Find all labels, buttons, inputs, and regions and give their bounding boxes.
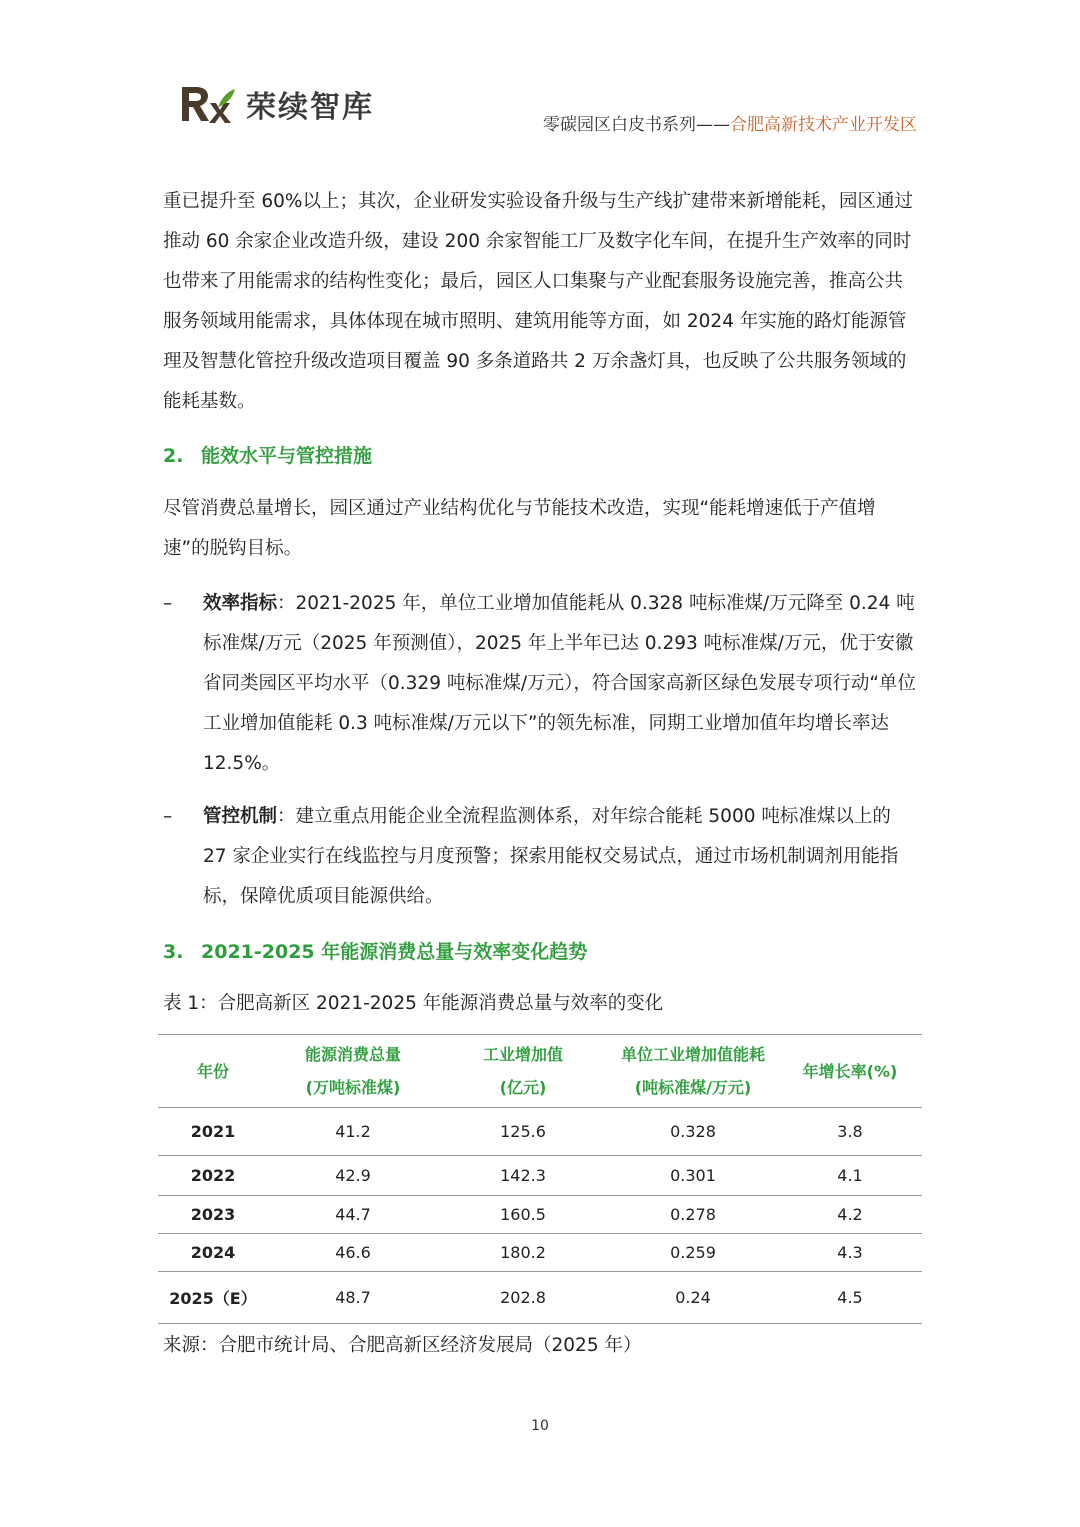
header-energy-line1: 能源消费总量 xyxy=(304,1045,401,1064)
cell-iva: 125.6 xyxy=(438,1108,608,1156)
cell-iva: 202.8 xyxy=(438,1272,608,1324)
series-prefix: 零碳园区白皮书系列—— xyxy=(543,115,730,135)
energy-table xyxy=(158,1034,922,1324)
cell-unit: 0.259 xyxy=(608,1234,778,1272)
cell-growth: 4.1 xyxy=(778,1156,922,1196)
section-3-title: 2021-2025 年能源消费总量与效率变化趋势 xyxy=(201,941,588,963)
cell-year: 2024 xyxy=(158,1234,268,1272)
section-2-heading xyxy=(163,441,372,468)
section-2-intro xyxy=(163,489,919,569)
bullet-control xyxy=(163,797,919,917)
header-energy-line2: (万吨标准煤) xyxy=(305,1078,401,1097)
cell-unit: 0.301 xyxy=(608,1156,778,1196)
cell-iva: 180.2 xyxy=(438,1234,608,1272)
table-row xyxy=(158,1156,922,1196)
cell-growth: 4.2 xyxy=(778,1196,922,1234)
bullet-dash: – xyxy=(163,806,173,827)
header-growth: 年增长率(%) xyxy=(778,1035,922,1108)
table-source: 来源：合肥市统计局、合肥高新区经济发展局（2025 年） xyxy=(163,1335,642,1356)
bullet-dash: – xyxy=(163,593,173,614)
bullet-control-text xyxy=(203,797,919,917)
table-header-row xyxy=(158,1035,922,1108)
cell-energy: 42.9 xyxy=(268,1156,438,1196)
brand-logo xyxy=(178,80,374,128)
intro-paragraph xyxy=(163,182,919,422)
cell-growth: 4.5 xyxy=(778,1272,922,1324)
cell-unit: 0.278 xyxy=(608,1196,778,1234)
table-row xyxy=(158,1234,922,1272)
section-3-heading xyxy=(163,937,587,964)
brand-name: 荣续智库 xyxy=(246,90,374,125)
section-2-number: 2. xyxy=(163,445,184,467)
rx-logo-icon xyxy=(178,83,236,125)
bullet-efficiency-body: ：2021-2025 年，单位工业增加值能耗从 0.328 吨标准煤/万元降至 0.24 吨标准煤/万元（2025 年预测值），2025 年上半年已达 0.293 吨标准煤/万元，优于安徽省同类园区平均水平（0.329 吨标准煤/万元），符合国家高新区绿色发展专项行动“单位工业增加值能耗 0.3 吨标准煤/万元以下”的领先标准，同期工业增加值年均增长率达 12.5%。 xyxy=(203,593,916,774)
header-iva xyxy=(438,1035,608,1108)
table-row xyxy=(158,1108,922,1156)
series-highlight: 合肥高新技术产业开发区 xyxy=(730,115,917,135)
cell-unit: 0.24 xyxy=(608,1272,778,1324)
header-energy xyxy=(268,1035,438,1108)
section-2-intro-text: 尽管消费总量增长，园区通过产业结构优化与节能技术改造，实现“能耗增速低于产值增速”的脱钩目标。 xyxy=(163,498,876,559)
cell-iva: 160.5 xyxy=(438,1196,608,1234)
cell-energy: 48.7 xyxy=(268,1272,438,1324)
header-unit xyxy=(608,1035,778,1108)
cell-unit: 0.328 xyxy=(608,1108,778,1156)
series-title xyxy=(543,110,917,135)
bullet-efficiency xyxy=(163,584,919,784)
table-row xyxy=(158,1196,922,1234)
section-3-number: 3. xyxy=(163,941,184,963)
cell-growth: 4.3 xyxy=(778,1234,922,1272)
cell-energy: 44.7 xyxy=(268,1196,438,1234)
bullet-efficiency-label: 效率指标 xyxy=(203,593,278,614)
header-unit-line1: 单位工业增加值能耗 xyxy=(620,1045,765,1064)
cell-year: 2022 xyxy=(158,1156,268,1196)
intro-text: 重已提升至 60%以上；其次，企业研发实验设备升级与生产线扩建带来新增能耗，园区通过推动 60 余家企业改造升级，建设 200 余家智能工厂及数字化车间，在提升生产效率的同时也带来了用能需求的结构性变化；最后，园区人口集聚与产业配套服务设施完善，推高公共服务领域用能需求，具体体现在城市照明、建筑用能等方面，如 2024 年实施的路灯能源管理及智慧化管控升级改造项目覆盖 90 多条道路共 2 万余盏灯具，也反映了公共服务领域的能耗基数。 xyxy=(163,191,914,412)
cell-year: 2021 xyxy=(158,1108,268,1156)
header-unit-line2: (吨标准煤/万元) xyxy=(634,1078,752,1097)
cell-energy: 46.6 xyxy=(268,1234,438,1272)
cell-iva: 142.3 xyxy=(438,1156,608,1196)
page-number: 10 xyxy=(531,1418,549,1434)
header-year: 年份 xyxy=(158,1035,268,1108)
bullet-control-body: ：建立重点用能企业全流程监测体系，对年综合能耗 5000 吨标准煤以上的 27 家企业实行在线监控与月度预警；探索用能权交易试点，通过市场机制调剂用能指标，保障优质项目能源供给。 xyxy=(203,806,899,907)
cell-year: 2025（E） xyxy=(158,1272,268,1324)
table-caption: 表 1：合肥高新区 2021-2025 年能源消费总量与效率的变化 xyxy=(163,993,664,1014)
cell-year: 2023 xyxy=(158,1196,268,1234)
section-2-title: 能效水平与管控措施 xyxy=(201,445,373,467)
header-iva-line1: 工业增加值 xyxy=(482,1045,563,1064)
cell-growth: 3.8 xyxy=(778,1108,922,1156)
header-iva-line2: (亿元) xyxy=(499,1078,547,1097)
table-row xyxy=(158,1272,922,1324)
bullet-control-label: 管控机制 xyxy=(203,806,278,827)
cell-energy: 41.2 xyxy=(268,1108,438,1156)
bullet-efficiency-text xyxy=(203,584,919,784)
